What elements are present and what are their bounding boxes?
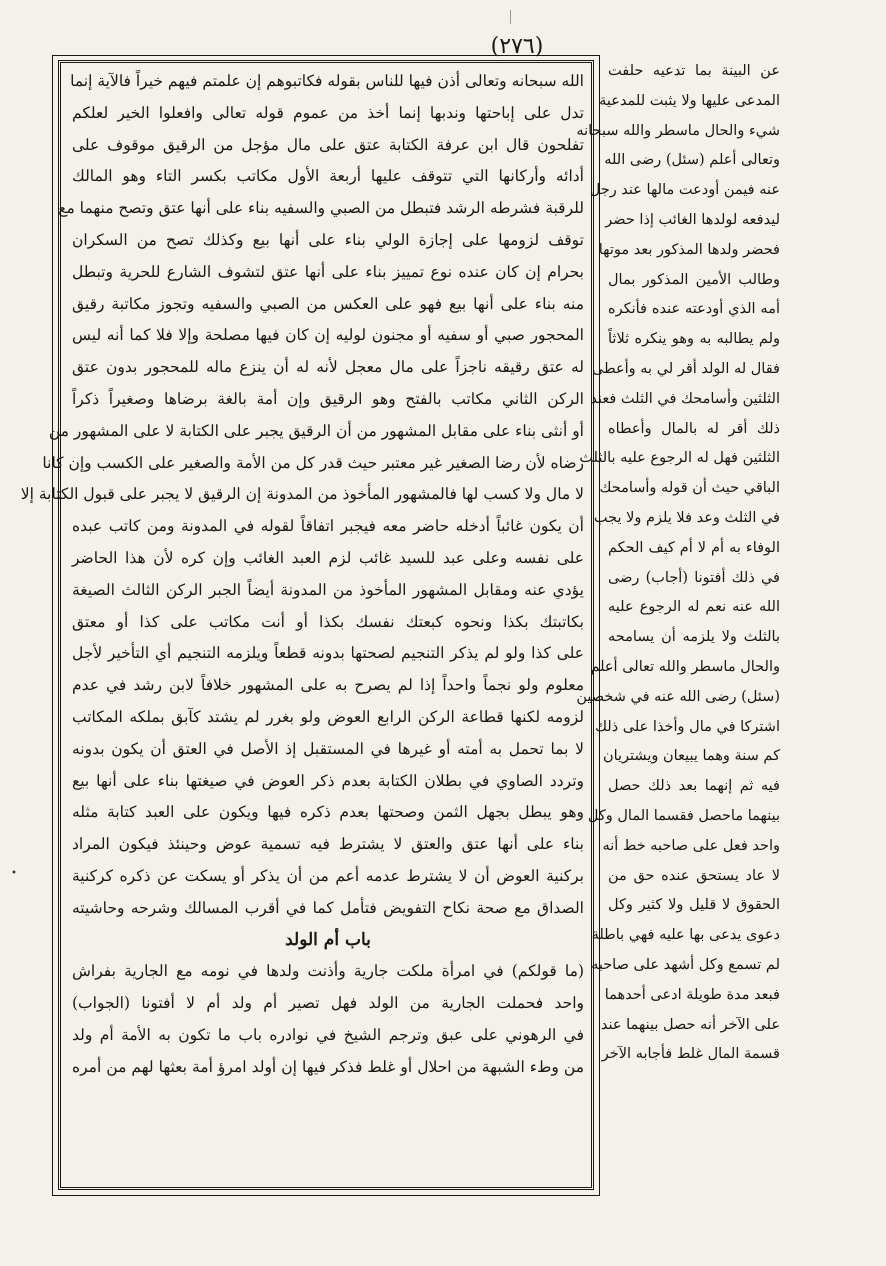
margin-line: (سئل) رضى الله عنه في شخصين <box>576 688 780 705</box>
main-line: وتردد الصاوي في بطلان الكتابة بعدم ذكر العوض في صيغتها بناء على أنها بيع <box>72 771 584 790</box>
main-line: بركنية العوض أن لا يشترط عدمه أعم من أن يذكر أو يسكت عن ذكره كركنية <box>72 866 584 885</box>
main-line: معلوم ولو نجماً واحداً إذا لم يصرح به على المشهور خلافاً لابن رشد في عدم <box>72 676 584 695</box>
margin-line: فحضر ولدها المذكور بعد موتها <box>598 241 780 258</box>
margin-line: فبعد مدة طويلة ادعى أحدهما <box>604 986 780 1003</box>
margin-line: ذلك أقر له بالمال وأعطاه <box>608 420 780 437</box>
main-line: لا مال ولا كسب لها فالمشهور المأخوذ من المدونة إن الرقيق لا يجبر على قبول الكتابة إلا <box>20 485 584 504</box>
main-line: أدائه وأركانها التي تتوقف عليها أربعة الأول مكاتب بكسر التاء وهو المالك <box>72 167 584 186</box>
main-line: من وطء الشبهة من احلال أو غلط فذكر فيها إن أولد امرؤ أمة بعثها لهم من أمره <box>72 1057 584 1076</box>
margin-line: بالثلث ولا يلزمه أن يسامحه <box>608 629 780 646</box>
main-line: لزومه لكنها قطاعة الركن الرابع العوض ولو بغرر لم يشتد كآبق بملكه المكاتب <box>72 707 584 726</box>
main-line: واحد فحملت الجارية من الولد فهل تصير أم ولد أم لا أفتونا (الجواب) <box>72 994 584 1013</box>
main-line: (ما قولكم) في امرأة ملكت جارية وأذنت ولدها في نومه مع الجارية بفراش <box>72 962 584 981</box>
main-line: بناء على أنها عتق والعتق لا يشترط فيه تسمية عوض وحينئذ فيكون المراد <box>72 835 584 854</box>
margin-line: الله عنه نعم له الرجوع عليه <box>608 599 780 616</box>
main-line: المحجور صبي أو سفيه أو مجنون لوليه إن كان فيها مصلحة وإلا فلا كما أنه ليس <box>72 326 584 345</box>
main-line: على نفسه وعلى عبد للسيد غائب لزم العبد الغائب وإن كره لأن هذا الحاضر <box>72 548 584 567</box>
margin-line: الوفاء به أم لا أم كيف الحكم <box>608 539 780 556</box>
margin-line: دعوى يدعى بها عليه فهي باطلة <box>591 927 780 944</box>
section-heading: باب أم الولد <box>285 929 371 950</box>
margin-line: المدعى عليها ولا يثبت للمدعية <box>599 92 780 109</box>
main-line: على كذا ولو لم يذكر التنجيم لصحتها بدونه قطعاً ويلزمه التنجيم أي التأخير لأجل <box>72 644 584 663</box>
margin-line: كم سنة وهما يبيعان ويشتريان <box>602 748 780 765</box>
main-line: للرقبة فشرطه الرشد فتبطل من الصبي والسفيه بناء على أنها عتق وتصح منهما مع <box>58 199 584 218</box>
margin-line: اشتركا في مال وأخذا على ذلك <box>595 718 780 735</box>
margin-line: لم تسمع وكل أشهد على صاحبه <box>591 956 780 973</box>
margin-line: واحد فعل على صاحبه خط أنه <box>602 837 780 854</box>
margin-line: أمه الذي أودعته عنده فأنكره <box>608 301 780 318</box>
margin-line: لا عاد يستحق عنده حق من <box>608 867 780 884</box>
margin-line: بينهما ماحصل فقسما المال وكل <box>587 807 780 824</box>
margin-line: الثلثين وأسامحك في الثلث فعند <box>590 390 780 407</box>
main-line: له عتق رقيقه ناجزاً على مال معجل لأنه له أن ينزع ماله للمحجور بدون عتق <box>72 358 584 377</box>
main-line: رضاه لأن رضا الصغير غير معتبر حيث قدر كل من الأمة والصغير على الكسب وإن كانا <box>42 453 584 472</box>
top-margin-tick <box>510 10 511 24</box>
margin-text-column <box>576 57 780 1190</box>
margin-line: في ذلك أفتونا (أجاب) رضى <box>608 569 780 586</box>
main-line: يؤدي عنه ومقابل المشهور المأخوذ من المدونة أيضاً الجبر الركن الثالث الصيغة <box>72 580 584 599</box>
margin-line: عن البينة بما تدعيه حلفت <box>608 63 780 79</box>
margin-line: عنه فيمن أودعت مالها عند رجل <box>589 182 780 199</box>
margin-line: شيء والحال ماسطر والله سبحانه <box>576 122 780 139</box>
margin-line: ليدفعه لولدها الغائب إذا حضر <box>605 211 780 228</box>
margin-line: الثلثين فهل له الرجوع عليه بالثلث <box>579 450 780 467</box>
margin-line: في الثلث وعد فلا يلزم ولا يجب <box>593 509 780 526</box>
main-line: في الرهوني على عبق وترجم الشيخ في نوادره باب ما تكون به الأمة أم ولد <box>72 1025 584 1044</box>
page-number: (٢٧٦) <box>490 34 544 59</box>
main-line: منه بناء على أنها بيع فهو على العكس من الصبي والسفيه وتجوز مكاتبة رقيق <box>72 294 584 313</box>
main-line: لا بما تحمل به أمته أو غيرها في المستقبل إذ الأصل في العتق أن يكون بدونه <box>72 739 584 758</box>
margin-line: ولم يطالبه به وهو ينكره ثلاثاً <box>608 331 780 348</box>
main-line: وهو يبطل بجهل الثمن وصحتها بعدم ذكره فيها ويكون على العبد كتابة مثله <box>72 803 584 822</box>
main-line: أن يكون غائباً أدخله حاضر معه فيجبر اتفاقاً لقوله في المدونة ومن كاتب عبده <box>72 517 584 536</box>
margin-line: والحال ماسطر والله تعالى أعلم <box>590 658 780 675</box>
main-line: تفلحون قال ابن عرفة الكتابة عتق على مال مؤجل من الرقيق موقوف على <box>72 135 584 154</box>
main-line: الركن الثاني مكاتب بالفتح وهو الرقيق وإن أمة بالغة برضاها وصغيراً ذكراً <box>72 389 584 408</box>
main-line: بحرام إن كان عنده نوع تمييز بناء على أنها عتق لتشوف الشارع للحرية وتبطل <box>72 262 584 281</box>
main-line: توقف لزومها على إجازة الولي بناء على أنها بيع وكذلك تصح من السكران <box>72 230 584 249</box>
main-text-column <box>20 66 588 1184</box>
margin-line: فقال له الولد أقر لي به وأعطى <box>592 360 780 377</box>
main-line: تدل على إباحتها وندبها إنما أخذ من عموم قوله تعالى وافعلوا الخير لعلكم <box>72 103 584 122</box>
main-line: الصداق مع صحة نكاح التفويض فتأمل كما في أقرب المسالك وشرحه وحاشيته <box>72 898 584 917</box>
main-line: بكاتبتك بكذا ونحوه كبعتك نفسك بكذا أو أنت مكاتب على كذا أو معتق <box>72 612 584 631</box>
main-line: أو أنثى بناء على مقابل المشهور من أن الرقيق يجبر على الكتابة لا على المشهور من <box>48 421 584 440</box>
main-line: الله سبحانه وتعالى أذن فيها للناس بقوله فكاتبوهم إن علمتم فيهم خيراً فالآية إنما <box>70 72 584 90</box>
margin-line: وتعالى أعلم (سئل) رضى الله <box>604 152 780 169</box>
margin-line: قسمة المال غلط فأجابه الآخر <box>601 1046 780 1063</box>
margin-line: فيه ثم إنهما بعد ذلك حصل <box>608 778 780 795</box>
margin-mark-icon: • <box>11 868 17 879</box>
margin-line: الحقوق لا قليل ولا كثير وكل <box>608 897 780 914</box>
margin-line: الباقي حيث أن قوله وأسامحك <box>599 480 780 497</box>
margin-line: على الآخر أنه حصل بينهما عند <box>600 1016 780 1033</box>
margin-line: وطالب الأمين المذكور بمال <box>608 271 780 288</box>
